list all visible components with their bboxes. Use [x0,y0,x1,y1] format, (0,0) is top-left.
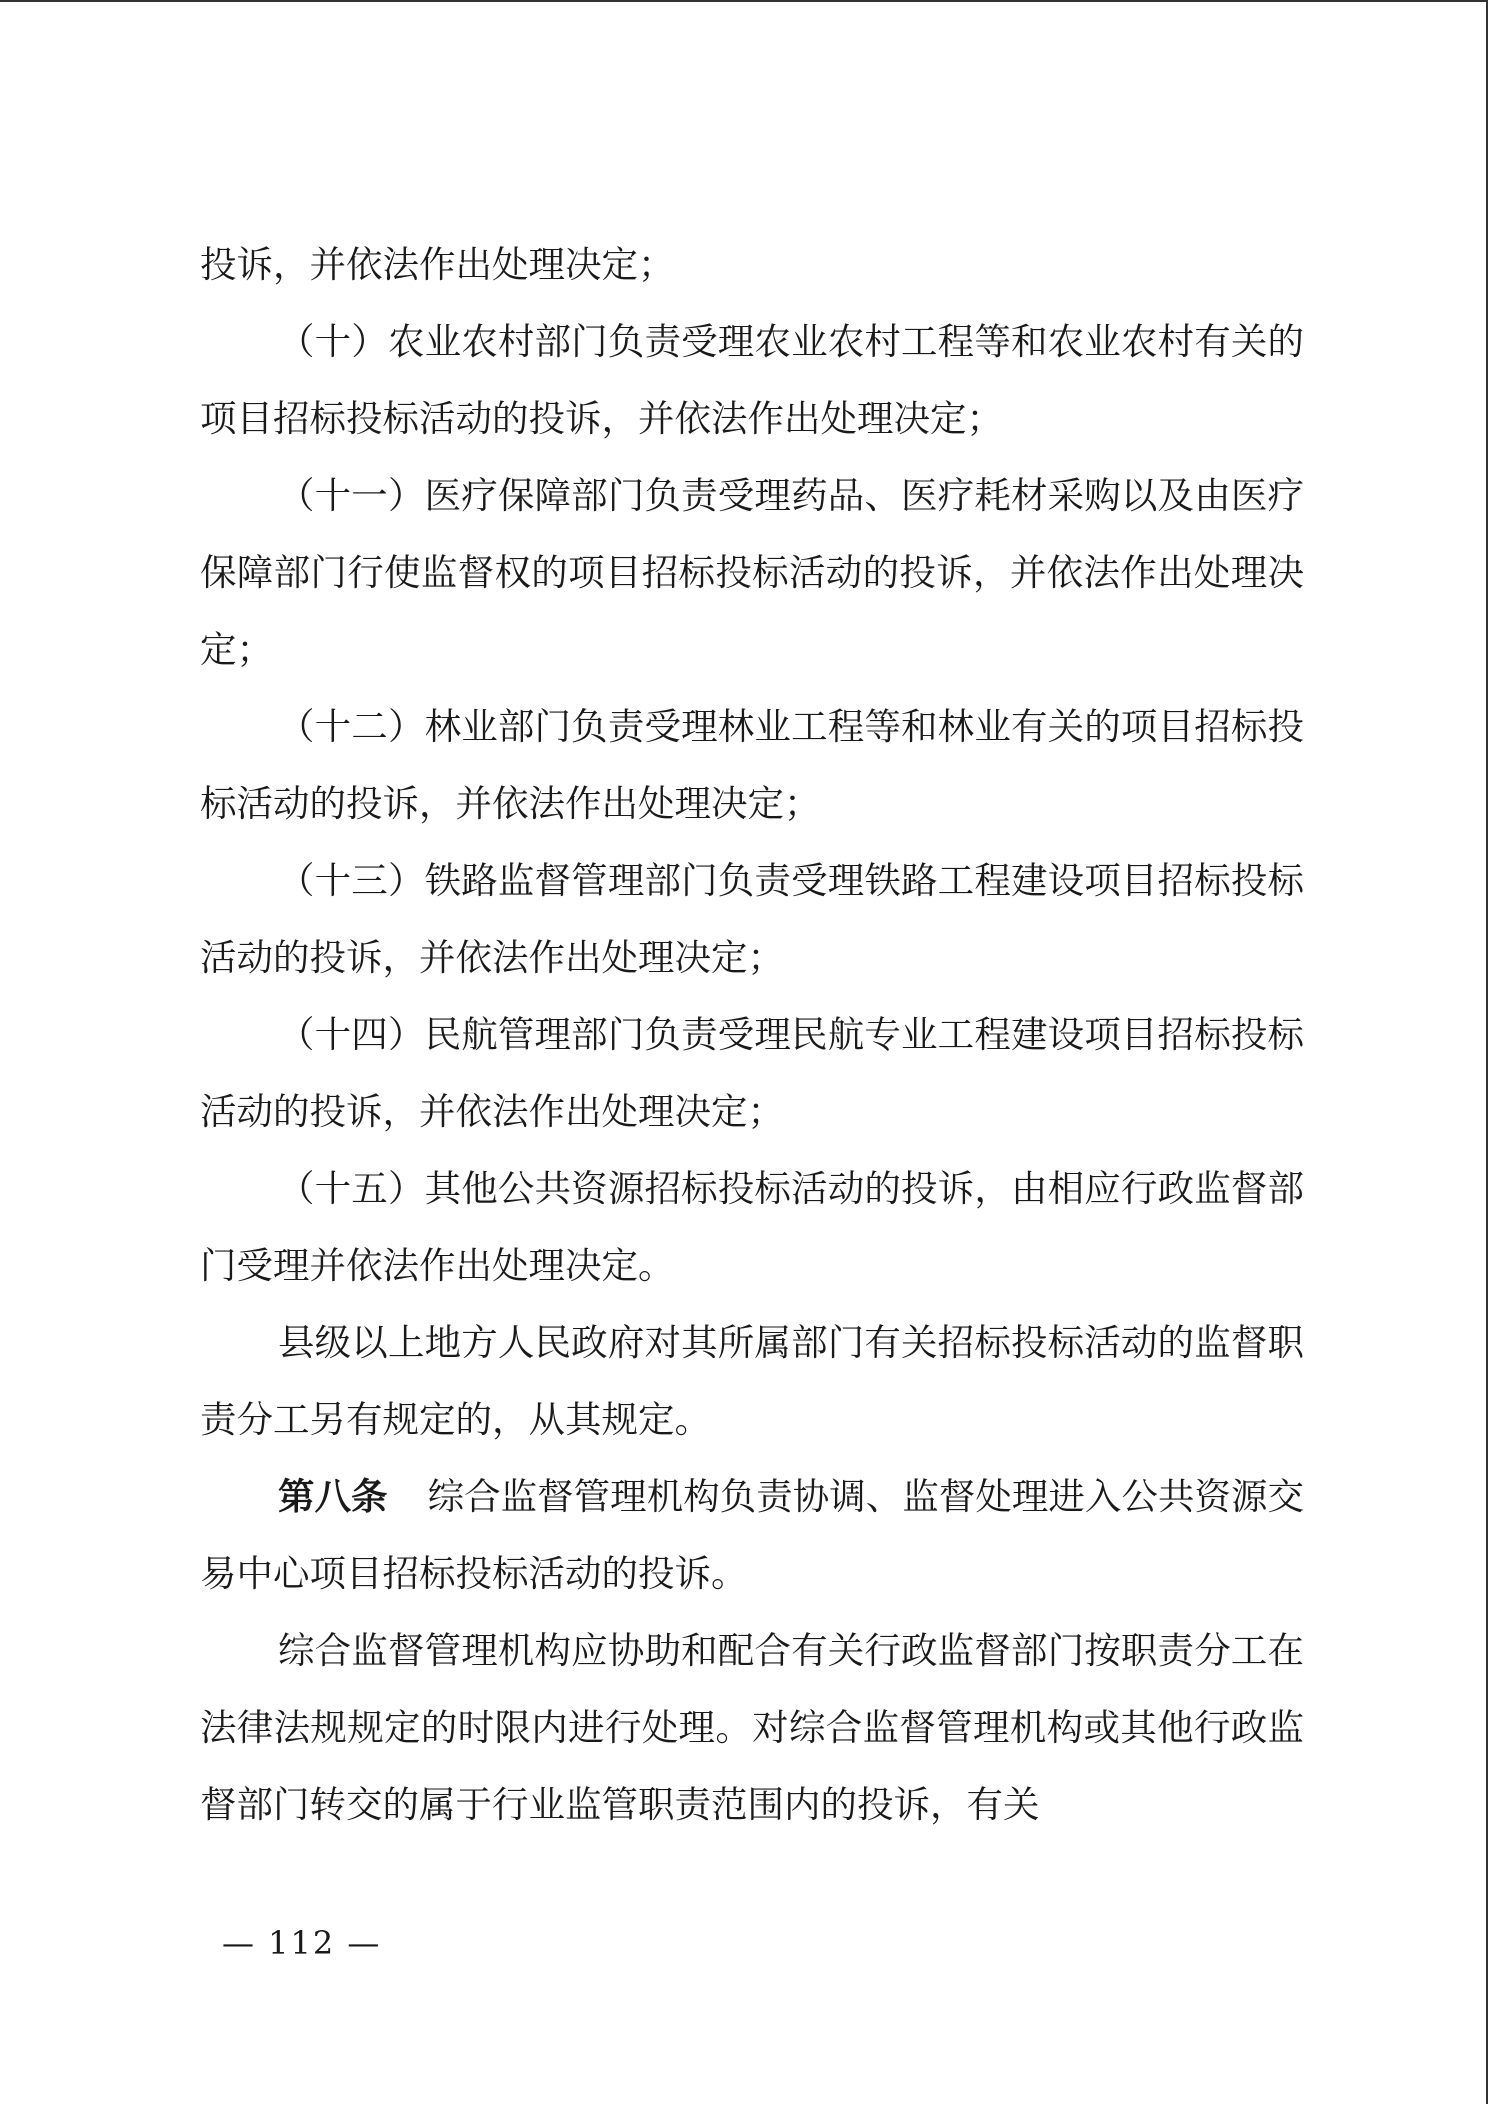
paragraph-3: （十一）医疗保障部门负责受理药品、医疗耗材采购以及由医疗保障部门行使监督权的项目招标投标活动的投诉，并依法作出处理决定； [200,474,1304,671]
article-8-text: 综合监督管理机构负责协调、监督处理进入公共资源交易中心项目招标投标活动的投诉。 [200,1475,1305,1595]
paragraph-4: （十二）林业部门负责受理林业工程等和林业有关的项目招标投标活动的投诉，并依法作出处理决定； [200,705,1304,825]
page-number: — 112 — [222,1924,382,1962]
page-border-top [0,0,1488,2]
paragraph-1: 投诉，并依法作出处理决定； [200,243,675,286]
paragraph-5: （十三）铁路监督管理部门负责受理铁路工程建设项目招标投标活动的投诉，并依法作出处理决定； [200,859,1304,979]
paragraph-closing: 综合监督管理机构应协助和配合有关行政监督部门按职责分工在法律法规规定的时限内进行处理。对综合监督管理机构或其他行政监督部门转交的属于行业监管职责范围内的投诉，有关 [200,1629,1304,1826]
paragraph-7: （十五）其他公共资源招标投标活动的投诉，由相应行政监督部门受理并依法作出处理决定。 [200,1167,1304,1287]
paragraph-6: （十四）民航管理部门负责受理民航专业工程建设项目招标投标活动的投诉，并依法作出处理决定； [200,1013,1304,1133]
paragraph-2: （十）农业农村部门负责受理农业农村工程等和农业农村有关的项目招标投标活动的投诉，并依法作出处理决定； [200,320,1304,440]
article-8-heading: 第八条 [278,1475,388,1518]
article-8-paragraph [200,1458,1304,1612]
paragraph-8: 县级以上地方人民政府对其所属部门有关招标投标活动的监督职责分工另有规定的，从其规定。 [200,1321,1304,1441]
document-body [200,226,1304,1843]
